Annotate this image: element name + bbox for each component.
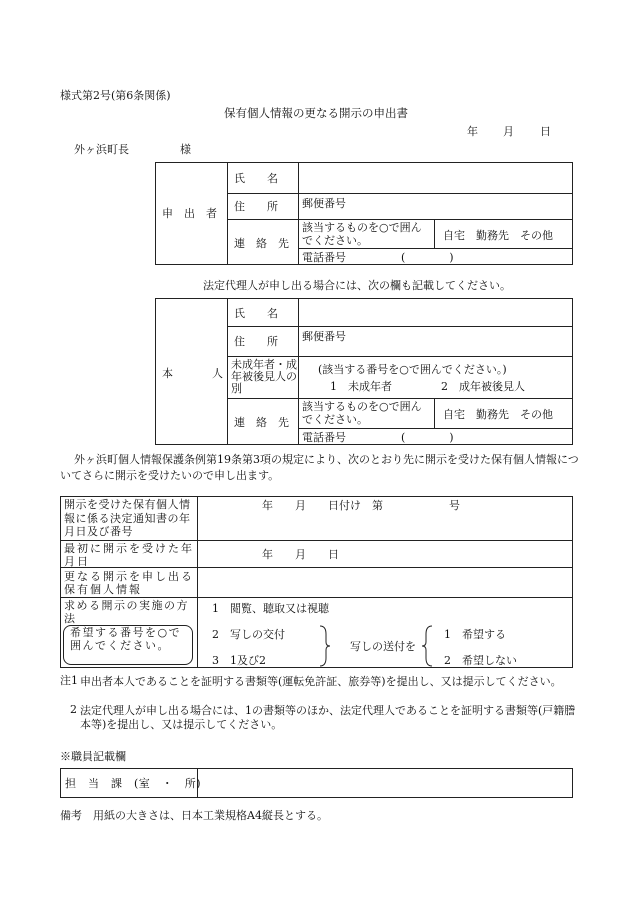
note-2-prefix: 2: [70, 703, 77, 716]
principal-address-label: 住 所: [234, 335, 278, 348]
date-day: 日: [540, 125, 551, 138]
principal-label-2: 人: [212, 367, 223, 380]
applicant-contact-instruction: 該当するものを○で囲んでください。: [302, 221, 422, 247]
remarks: 備考 用紙の大きさは、日本工業規格A4縦長とする。: [60, 809, 328, 822]
applicant-contact-label: 連 絡 先: [234, 237, 289, 250]
principal-contact-label: 連 絡 先: [234, 416, 289, 429]
staff-heading: ※職員記載欄: [60, 750, 126, 763]
principal-name-label: 氏 名: [234, 307, 278, 320]
row-first-date-value: 年 月 日: [262, 548, 339, 561]
left-brace: [420, 624, 434, 668]
principal-minor-option-1: 1 未成年者: [330, 380, 392, 393]
row-decision-value: 年 月 日付け 第 号: [262, 499, 460, 512]
principal-minor-option-2: 2 成年被後見人: [441, 380, 525, 393]
applicant-label: 申 出 者: [162, 207, 217, 220]
date-month: 月: [503, 125, 514, 138]
principal-contact-instruction: 該当するものを○で囲んでください。: [302, 400, 422, 426]
right-brace: [318, 624, 332, 668]
principal-minor-instruction: (該当する番号を○で囲んでください。): [318, 363, 507, 376]
addressee: 外ヶ浜町長: [74, 143, 129, 156]
applicant-contact-options: 自宅 勤務先 その他: [443, 229, 553, 242]
method-option-3: 3 1及び2: [212, 654, 266, 667]
delivery-option-1: 1 希望する: [444, 628, 506, 641]
body-paragraph: 外ヶ浜町個人情報保護条例第19条第3項の規定により、次のとおり先に開示を受けた保有個人情報についてさらに開示を受けたいので申し出ます。: [60, 453, 579, 482]
applicant-address-label: 住 所: [234, 200, 278, 213]
method-option-2: 2 写しの交付: [212, 628, 285, 641]
staff-dept-label: 担 当 課 (室 ・ 所): [65, 777, 202, 790]
row-method-label: 求める開示の実施の方法: [64, 599, 189, 625]
addressee-honorific: 様: [180, 143, 191, 156]
principal-label-1: 本: [162, 367, 173, 380]
principal-phone: 電話番号 ( ): [302, 431, 454, 444]
delivery-option-2: 2 希望しない: [444, 654, 517, 667]
form-title: 保有個人情報の更なる開示の申出書: [224, 106, 408, 120]
date-year: 年: [467, 125, 478, 138]
agent-note: 法定代理人が申し出る場合には、次の欄も記載してください。: [203, 279, 511, 292]
row-first-date-label: 最初に開示を受けた年月日: [64, 542, 194, 568]
method-paren-text: 希望する番号を○で囲んでください。: [70, 626, 182, 652]
form-number: 様式第2号(第6条関係): [60, 89, 171, 102]
applicant-postal: 郵便番号: [302, 197, 346, 210]
method-option-1: 1 閲覧、聴取又は視聴: [212, 602, 329, 615]
principal-minor-label: 未成年者・成年被後見人の別: [231, 358, 297, 395]
applicant-phone: 電話番号 ( ): [302, 251, 454, 264]
note-1-prefix: 注1: [60, 674, 78, 687]
principal-postal: 郵便番号: [302, 330, 346, 343]
principal-contact-options: 自宅 勤務先 その他: [443, 408, 553, 421]
note-2: 法定代理人が申し出る場合には、1の書類等のほか、法定代理人であることを証明する書類等(戸籍謄本等)を提出し、又は提示してください。: [80, 704, 576, 731]
note-1: 申出者本人であることを証明する書類等(運転免許証、旅券等)を提出し、又は提示してください。: [80, 675, 562, 688]
applicant-table: [155, 162, 573, 265]
row-info-label: 更なる開示を申し出る保有個人情報: [64, 570, 194, 596]
applicant-name-label: 氏 名: [234, 172, 278, 185]
delivery-label: 写しの送付を: [350, 640, 416, 653]
row-decision-label: 開示を受けた保有個人情報に係る決定通知書の年月日及び番号: [64, 498, 191, 538]
